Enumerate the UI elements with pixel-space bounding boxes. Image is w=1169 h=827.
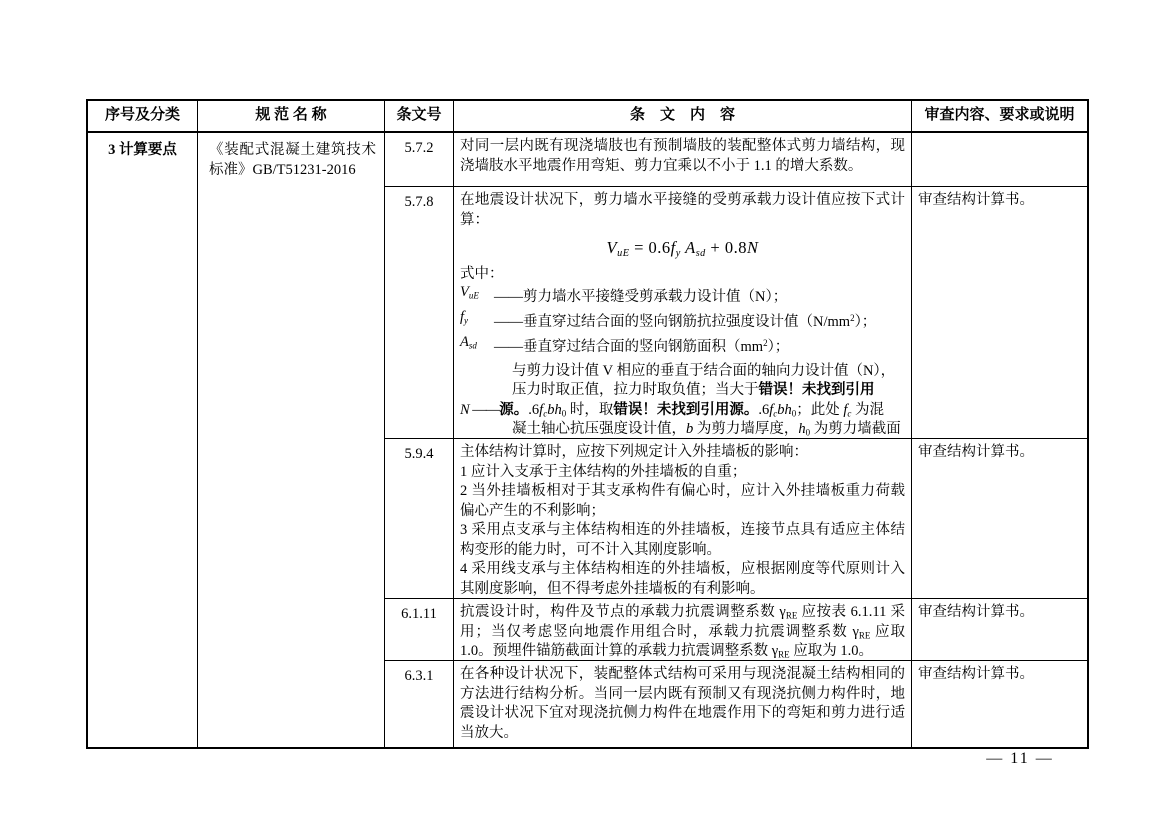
clause-paragraph: 2 当外挂墙板相对于其支承构件有偏心时，应计入外挂墙板重力荷载偏心产生的不利影响； bbox=[460, 483, 905, 519]
clause-number: 5.9.4 bbox=[385, 439, 454, 599]
clause-number: 6.1.11 bbox=[385, 599, 454, 661]
variable-symbol: $f_y$ bbox=[460, 308, 469, 326]
review-note bbox=[912, 133, 1087, 187]
where-label: 式中： bbox=[460, 266, 504, 282]
review-note: 审查结构计算书。 bbox=[912, 599, 1087, 661]
review-note: 审查结构计算书。 bbox=[918, 666, 1034, 682]
variable-definition-VuE bbox=[460, 285, 905, 310]
variable-description: ——剪力墙水平接缝受剪承载力设计值（N）； bbox=[494, 288, 788, 305]
clause-content bbox=[454, 439, 912, 599]
category-cell: 3 计算要点 bbox=[88, 133, 198, 747]
variable-definition-Asd bbox=[460, 335, 905, 360]
n-definition-line: 压力时取正值，拉力时取负值；当大于错误！未找到引用 bbox=[512, 382, 875, 398]
header-review-content: 审查内容、要求或说明 bbox=[912, 101, 1087, 133]
variable-symbol: $A_{sd}$ bbox=[460, 333, 477, 351]
n-definition-line: 凝土轴心抗压强度设计值，b 为剪力墙厚度，$h_0$ 为剪力墙截面 bbox=[512, 421, 901, 438]
variable-description: ——垂直穿过结合面的竖向钢筋抗拉强度设计值$(N/mm^2)$； bbox=[494, 312, 877, 330]
clause-number: 5.7.2 bbox=[385, 133, 454, 187]
clause-content bbox=[454, 187, 912, 439]
clause-paragraph: 3 采用点支承与主体结构相连的外挂墙板，连接节点具有适应主体结构变形的能力时，可不计入其刚度影响。 bbox=[460, 522, 905, 558]
standard-name-cell: 《装配式混凝土建筑技术标准》GB/T51231-2016 bbox=[198, 133, 385, 747]
page-number: — 11 — bbox=[986, 750, 1054, 767]
clause-paragraph: 1 应计入支承于主体结构的外挂墙板的自重； bbox=[460, 463, 747, 480]
variable-symbol: $V_{uE}$ bbox=[460, 283, 479, 301]
review-note: 审查结构计算书。 bbox=[912, 439, 1087, 599]
clause-number: 5.7.8 bbox=[385, 187, 454, 439]
review-table bbox=[86, 99, 1089, 749]
shear-capacity-formula: $V_{uE} = 0.6f_y$ $A_{sd} + 0.8N$ bbox=[606, 238, 759, 260]
variable-definition-N bbox=[460, 362, 905, 440]
n-definition-line: N ——源。$.6f_cbh_0$ 时，取错误！未找到引用源。$.6f_cbh_0$；此处 $f_c$ 为混 bbox=[460, 401, 885, 419]
formula-intro: 在地震设计状况下，剪力墙水平接缝的受剪承载力设计值应按下式计算： bbox=[460, 192, 905, 228]
header-clause-content: 条 文 内 容 bbox=[454, 101, 912, 133]
review-note: 审查结构计算书。 bbox=[912, 187, 1087, 439]
clause-content: 在各种设计状况下，装配整体式结构可采用与现浇混凝土结构相同的方法进行结构分析。当同一层内既有预制又有现浇抗侧力构件时，地震设计状况下宜对现浇抗侧力构件在地震作用下的弯矩和剪力进行适当放大。 bbox=[454, 661, 912, 747]
clause-paragraph: 主体结构计算时，应按下列规定计入外挂墙板的影响： bbox=[460, 444, 808, 460]
clause-paragraph: 4 采用线支承与主体结构相连的外挂墙板，应根据刚度等代原则计入其刚度影响，但不得考虑外挂墙板的有利影响。 bbox=[460, 561, 905, 597]
header-standard-name: 规 范 名 称 bbox=[198, 101, 385, 133]
variable-definition-fy bbox=[460, 310, 905, 335]
clause-number: 6.3.1 bbox=[385, 661, 454, 747]
header-clause-number: 条文号 bbox=[385, 101, 454, 133]
n-definition-line: 与剪力设计值 V 相应的垂直于结合面的轴向力设计值（N）， bbox=[512, 362, 896, 379]
variable-description: ——垂直穿过结合面的竖向钢筋面积$(mm^2)$； bbox=[494, 337, 790, 355]
clause-content: 抗震设计时，构件及节点的承载力抗震调整系数 $\gamma_{RE}$ 应按表 6.1.11 采用；当仅考虑竖向地震作用组合时，承载力抗震调整系数 $\gamma_{RE}$ 应取 1.0。预埋件锚筋截面计算的承载力抗震调整系数 $\gamma_{RE}$ 应取为 1.0。 bbox=[454, 599, 912, 661]
clause-content: 对同一层内既有现浇墙肢也有预制墙肢的装配整体式剪力墙结构，现浇墙肢水平地震作用弯矩、剪力宜乘以不小于 1.1 的增大系数。 bbox=[454, 133, 912, 187]
header-serial-category: 序号及分类 bbox=[88, 101, 198, 133]
